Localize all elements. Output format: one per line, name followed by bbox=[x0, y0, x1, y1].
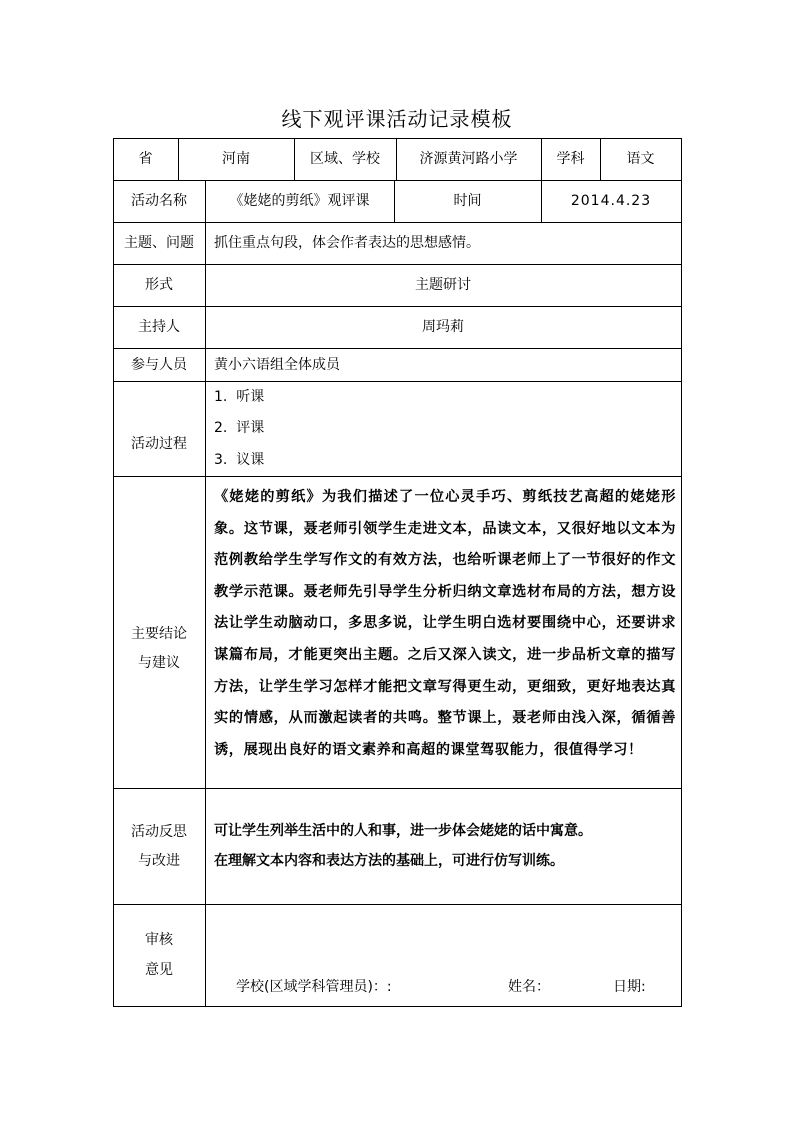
process-step-2: 2. 评课 bbox=[214, 420, 265, 436]
form-label: 形式 bbox=[145, 277, 173, 293]
activity-name-value: 《姥姥的剪纸》观评课 bbox=[229, 193, 370, 209]
process-step-1: 1. 听课 bbox=[214, 389, 265, 405]
reflection-line-2: 在理解文本内容和表达方法的基础上，可进行仿写训练。 bbox=[214, 853, 564, 869]
participants-value: 黄小六语组全体成员 bbox=[214, 357, 340, 373]
conclusion-text: 《姥姥的剪纸》为我们描述了一位心灵手巧、剪纸技艺高超的姥姥形象。这节课，聂老师引领学生走进文本，品读文本，又很好地以文本为范例教给学生学写作文的有效方法，也给听课老师上了一节很好的作文教学示范课。聂老师先引导学生分析归纳文章选材布局的方法，想方设法让学生动脑动口，多思多说，让学生明白选材要围绕中心，还要讲求谋篇布局，才能更突出主题。之后又深入读文，进一步品析文章的描写方法，让学生学习怎样才能把文章写得更生动，更细致，更好地表达真实的情感，从而激起读者的共鸣。整节课上，聂老师由浅入深，循循善诱，展现出良好的语文素养和高超的课堂驾驭能力，很值得学习！ bbox=[214, 489, 676, 758]
school-value: 济源黄河路小学 bbox=[419, 151, 518, 167]
subject-value: 语文 bbox=[626, 151, 655, 167]
conclusion-label-line1: 主要结论 bbox=[131, 626, 187, 642]
process-step-3: 3. 议课 bbox=[214, 452, 265, 468]
area-school-label: 区域、学校 bbox=[310, 151, 380, 167]
school-admin-signature: 学校(区域学科管理员)：: bbox=[236, 979, 392, 995]
host-value: 周玛莉 bbox=[422, 319, 464, 335]
time-value: 2014.4.23 bbox=[570, 193, 652, 209]
document-title: 线下观评课活动记录模板 bbox=[281, 107, 513, 131]
process-label: 活动过程 bbox=[131, 436, 187, 452]
reflection-label-line2: 与改进 bbox=[138, 853, 180, 869]
review-label-line2: 意见 bbox=[145, 962, 173, 978]
reflection-label-line1: 活动反思 bbox=[131, 824, 187, 840]
name-signature: 姓名： bbox=[508, 979, 550, 995]
review-label-line1: 审核 bbox=[145, 932, 173, 948]
host-label: 主持人 bbox=[138, 319, 180, 335]
conclusion-label-line2: 与建议 bbox=[138, 655, 180, 671]
topic-value: 抓住重点句段，体会作者表达的思想感情。 bbox=[214, 235, 480, 251]
participants-label: 参与人员 bbox=[131, 357, 187, 373]
date-signature: 日期: bbox=[613, 979, 646, 995]
form-value: 主题研讨 bbox=[415, 277, 471, 293]
activity-name-label: 活动名称 bbox=[131, 193, 187, 209]
subject-label: 学科 bbox=[556, 151, 585, 167]
reflection-line-1: 可让学生列举生活中的人和事，进一步体会姥姥的话中寓意。 bbox=[214, 823, 592, 839]
province-value: 河南 bbox=[222, 151, 250, 167]
province-label: 省 bbox=[138, 151, 153, 167]
topic-label: 主题、问题 bbox=[124, 235, 194, 251]
time-label: 时间 bbox=[453, 193, 482, 209]
